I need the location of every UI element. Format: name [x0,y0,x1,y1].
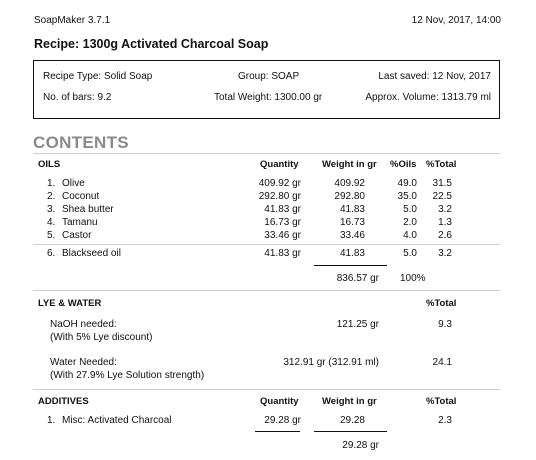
contents-divider [33,153,500,154]
additives-col-pct-total: %Total [426,396,457,407]
oil-num: 4. [47,217,56,228]
oil-quantity: 41.83 gr [264,204,301,215]
oil-pct-oils: 4.0 [403,230,417,241]
naoh-value: 121.25 gr [336,319,379,330]
oil-weight: 409.92 [334,178,365,189]
water-pct: 24.1 [432,357,452,368]
lye-heading: LYE & WATER [38,298,102,309]
app-name: SoapMaker 3.7.1 [34,15,111,26]
oil-weight: 41.83 [339,204,365,215]
oil-row-divider [33,244,500,245]
oil-name: Coconut [62,191,100,202]
oil-pct-oils: 5.0 [403,248,417,259]
oils-col-pct-total: %Total [426,159,457,170]
oils-section-divider [33,290,500,291]
recipe-info-box [33,60,500,119]
bar-count: No. of bars: 9.2 [43,92,112,103]
oil-quantity: 16.73 gr [264,217,301,228]
lye-col-pct-total: %Total [426,298,457,309]
additives-col-weight: Weight in gr [322,396,377,407]
total-weight: Total Weight: 1300.00 gr [214,92,323,103]
oil-num: 1. [47,178,56,189]
additives-heading: ADDITIVES [38,396,89,407]
naoh-note: (With 5% Lye discount) [50,332,153,343]
oil-name: Blackseed oil [62,248,121,259]
recipe-title: Recipe: 1300g Activated Charcoal Soap [34,37,269,51]
oils-col-pct-oils: %Oils [390,159,417,170]
additive-weight: 29.28 [339,415,365,426]
oil-quantity: 41.83 gr [264,248,301,259]
recipe-type: Recipe Type: Solid Soap [43,71,153,82]
lye-section-divider [33,389,500,390]
oil-weight: 292.80 [334,191,365,202]
recipe-group: Group: SOAP [238,71,300,82]
additives-quantity-underline [255,431,300,432]
oils-total-underline [314,265,387,266]
oil-pct-total: 3.2 [438,248,452,259]
oil-num: 5. [47,230,56,241]
oil-pct-total: 3.2 [438,204,452,215]
additives-total-underline [314,431,387,432]
oils-total-weight: 836.57 gr [336,273,379,284]
additives-total-weight: 29.28 gr [342,440,379,451]
water-note: (With 27.9% Lye Solution strength) [50,370,205,381]
naoh-label: NaOH needed: [50,319,117,330]
last-saved: Last saved: 12 Nov, 2017 [378,71,491,82]
additive-pct-total: 2.3 [438,415,452,426]
naoh-pct: 9.3 [438,319,452,330]
oil-weight: 41.83 [339,248,365,259]
additive-name: Misc: Activated Charcoal [62,415,172,426]
oils-total-pct: 100% [400,273,426,284]
water-label: Water Needed: [50,357,117,368]
oil-pct-total: 1.3 [438,217,452,228]
oil-name: Castor [62,230,92,241]
oil-weight: 33.46 [339,230,365,241]
additive-num: 1. [47,415,56,426]
oils-col-quantity: Quantity [260,159,299,170]
contents-heading: CONTENTS [33,133,129,152]
oils-col-weight: Weight in gr [322,159,377,170]
oil-pct-total: 31.5 [432,178,452,189]
oil-name: Tamanu [62,217,98,228]
oils-heading: OILS [38,159,61,170]
oil-pct-oils: 49.0 [397,178,417,189]
print-datetime: 12 Nov, 2017, 14:00 [411,15,501,26]
oil-pct-oils: 2.0 [403,217,417,228]
oil-pct-total: 22.5 [432,191,452,202]
oil-weight: 16.73 [339,217,365,228]
oil-num: 6. [47,248,56,259]
oil-name: Olive [62,178,85,189]
oil-quantity: 409.92 gr [258,178,301,189]
additive-quantity: 29.28 gr [264,415,301,426]
oil-pct-oils: 5.0 [403,204,417,215]
oil-quantity: 292.80 gr [258,191,301,202]
oil-name: Shea butter [62,204,114,215]
additives-col-quantity: Quantity [260,396,299,407]
approx-volume: Approx. Volume: 1313.79 ml [365,92,491,103]
oil-pct-oils: 35.0 [397,191,417,202]
oil-quantity: 33.46 gr [264,230,301,241]
oil-num: 3. [47,204,56,215]
oil-pct-total: 2.6 [438,230,452,241]
water-value: 312.91 gr (312.91 ml) [283,357,379,368]
oil-num: 2. [47,191,56,202]
